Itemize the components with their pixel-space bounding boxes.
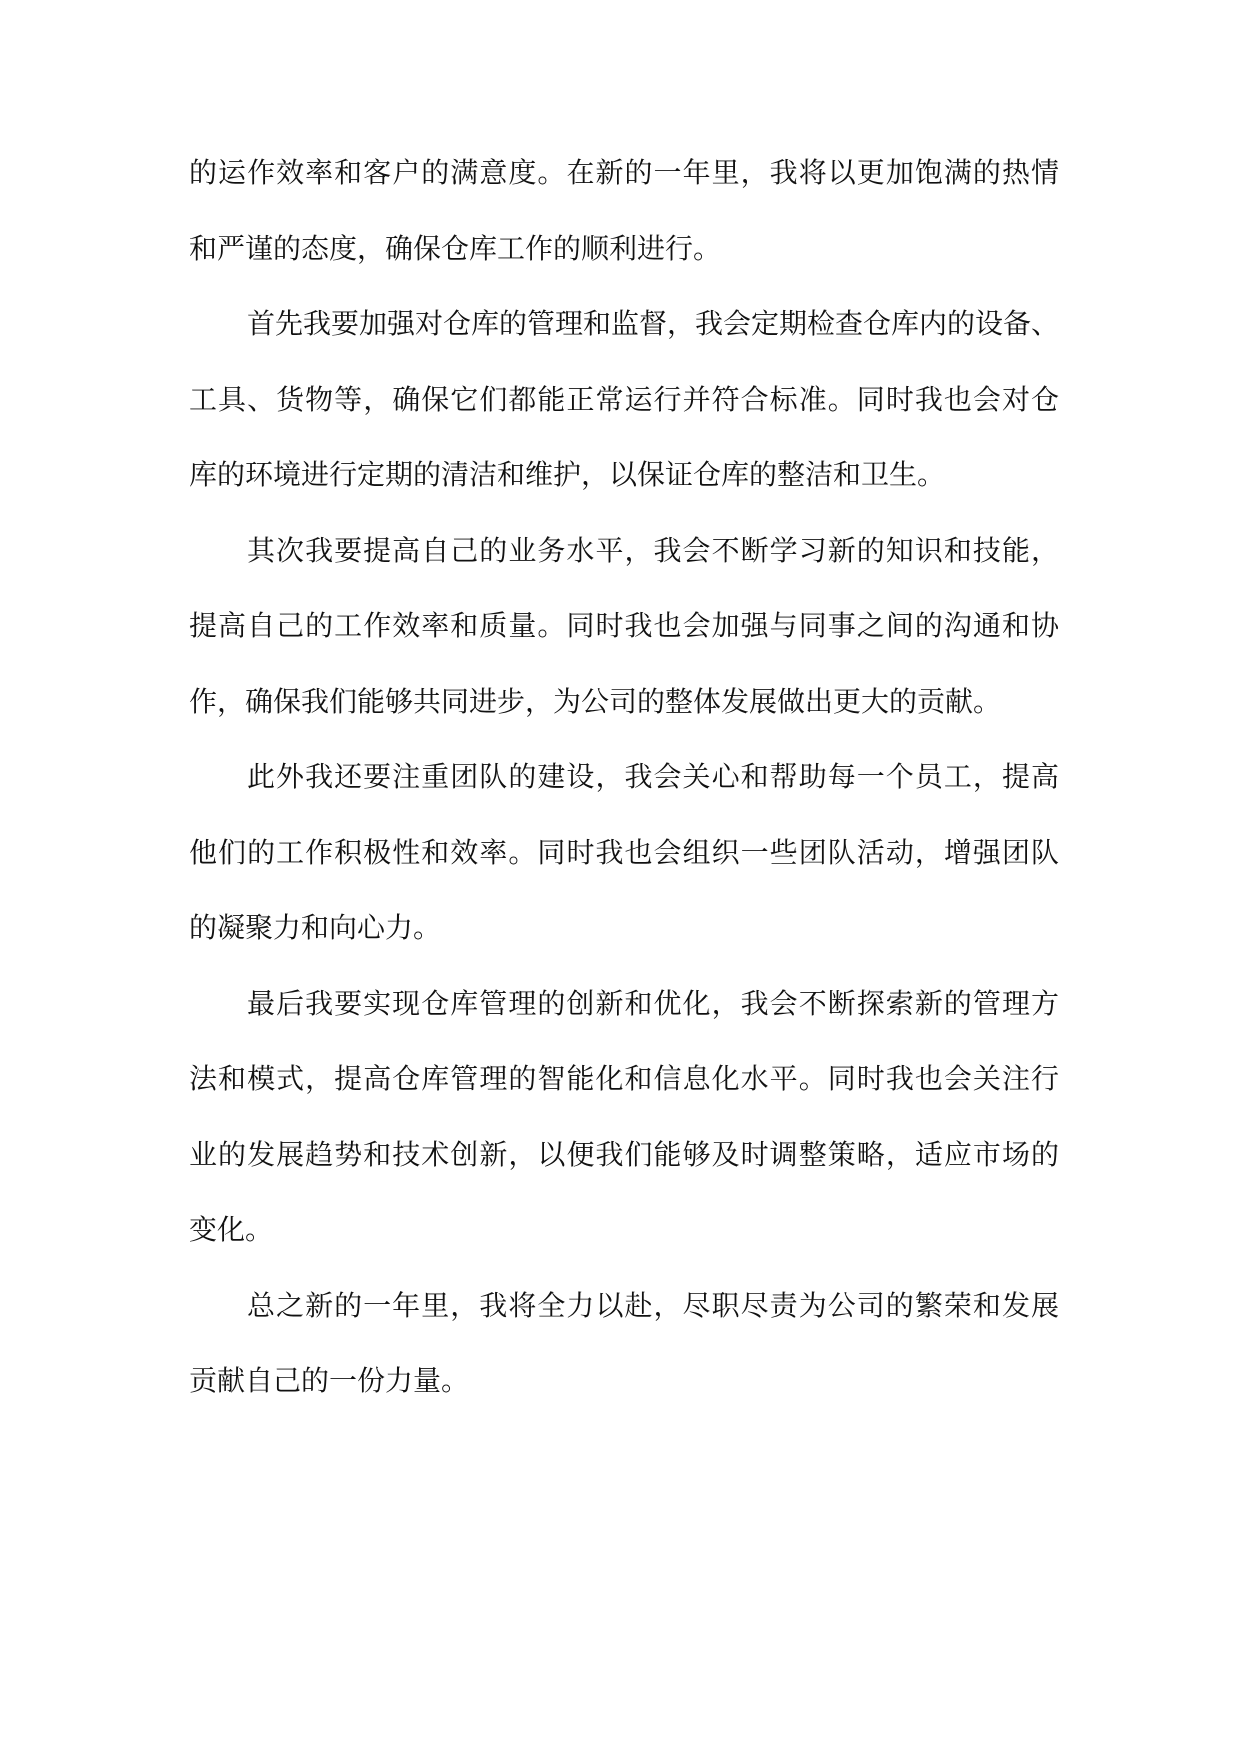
paragraph: [189, 1268, 1059, 1419]
text-line: 最后我要实现仓库管理的创新和优化，我会不断探索新的管理方: [247, 986, 1059, 1020]
paragraph: [189, 966, 1059, 1268]
text-line: 他们的工作积极性和效率。同时我也会组织一些团队活动，增强团队: [189, 835, 1059, 869]
text-line: 的凝聚力和向心力。: [189, 911, 442, 944]
text-line: 提高自己的工作效率和质量。同时我也会加强与同事之间的沟通和协: [189, 609, 1059, 642]
text-line: 变化。: [189, 1213, 274, 1246]
text-line: 业的发展趋势和技术创新，以便我们能够及时调整策略，适应市场的: [189, 1137, 1059, 1171]
paragraph: [189, 513, 1059, 740]
text-line: 库的环境进行定期的清洁和维护，以保证仓库的整洁和卫生。: [189, 458, 946, 491]
text-line: 贡献自己的一份力量。: [189, 1364, 470, 1397]
paragraph: [189, 739, 1059, 966]
text-line: 首先我要加强对仓库的管理和监督，我会定期检查仓库内的设备、: [247, 307, 1060, 340]
paragraph: [189, 135, 1059, 286]
text-line: 总之新的一年里，我将全力以赴，尽职尽责为公司的繁荣和发展: [247, 1288, 1059, 1322]
text-line: 作，确保我们能够共同进步，为公司的整体发展做出更大的贡献。: [189, 684, 1002, 718]
text-line: 其次我要提高自己的业务水平，我会不断学习新的知识和技能，: [247, 533, 1059, 567]
text-line: 工具、货物等，确保它们都能正常运行并符合标准。同时我也会对仓: [189, 382, 1059, 416]
text-line: 法和模式，提高仓库管理的智能化和信息化水平。同时我也会关注行: [189, 1062, 1059, 1095]
paragraph: [189, 286, 1059, 513]
text-line: 此外我还要注重团队的建设，我会关心和帮助每一个员工，提高: [247, 760, 1059, 793]
document-body: [189, 135, 1059, 1419]
text-line: 和严谨的态度，确保仓库工作的顺利进行。: [189, 231, 722, 265]
text-line: 的运作效率和客户的满意度。在新的一年里，我将以更加饱满的热情: [189, 156, 1059, 189]
